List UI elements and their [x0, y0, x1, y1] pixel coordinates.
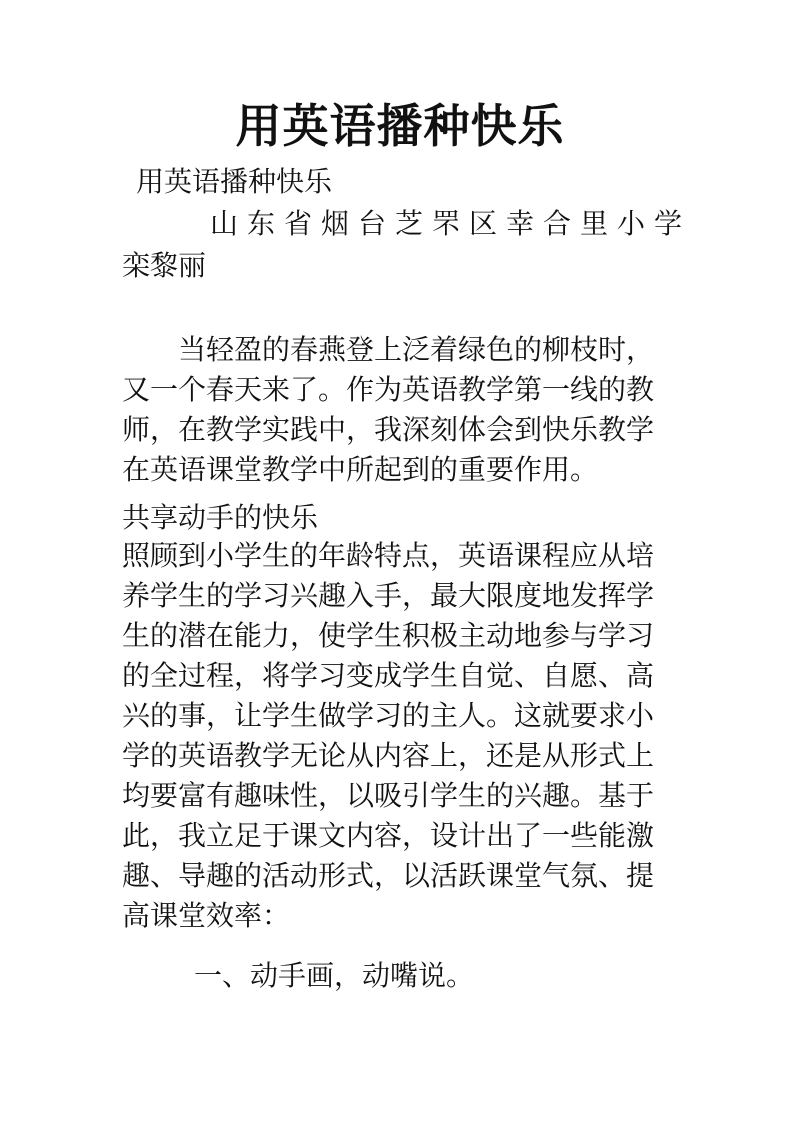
list-item-text: 一、动手画，动嘴说。: [194, 959, 475, 992]
paragraph-line: 养学生的学习兴趣入手，最大限度地发挥学: [122, 579, 655, 612]
author-name: 栾黎丽: [122, 249, 207, 282]
paragraph-line: 师，在教学实践中，我深刻体会到快乐教学: [122, 413, 655, 446]
intro-paragraph: [122, 330, 692, 490]
list-item: [122, 956, 692, 996]
paragraph-line: 均要富有趣味性，以吸引学生的兴趣。基于: [122, 779, 655, 812]
body-paragraph: [122, 536, 692, 936]
paragraph-line: 又一个春天来了。作为英语教学第一线的教: [122, 373, 655, 406]
paragraph-line: 兴的事，让学生做学习的主人。这就要求小: [122, 699, 655, 732]
author-school: 山东省烟台芝罘区幸合里小学: [210, 207, 692, 240]
paragraph-line: 生的潜在能力，使学生积极主动地参与学习: [122, 619, 655, 652]
paragraph-line: 照顾到小学生的年龄特点，英语课程应从培: [122, 539, 655, 572]
document-subtitle: 用英语播种快乐: [136, 165, 333, 198]
paragraph-line: 的全过程，将学习变成学生自觉、自愿、高: [122, 659, 655, 692]
paragraph-line: 当轻盈的春燕登上泛着绿色的柳枝时，: [178, 333, 655, 366]
paragraph-line: 此，我立足于课文内容，设计出了一些能激: [122, 819, 655, 852]
document-title: 用英语播种快乐: [235, 99, 565, 153]
paragraph-line: 趣、导趣的活动形式，以活跃课堂气氛、提: [122, 859, 655, 892]
paragraph-line: 在英语课堂教学中所起到的重要作用。: [122, 453, 599, 486]
section-heading: 共享动手的快乐: [122, 501, 319, 534]
paragraph-line: 学的英语教学无论从内容上，还是从形式上: [122, 739, 655, 772]
paragraph-line: 高课堂效率：: [122, 899, 291, 932]
